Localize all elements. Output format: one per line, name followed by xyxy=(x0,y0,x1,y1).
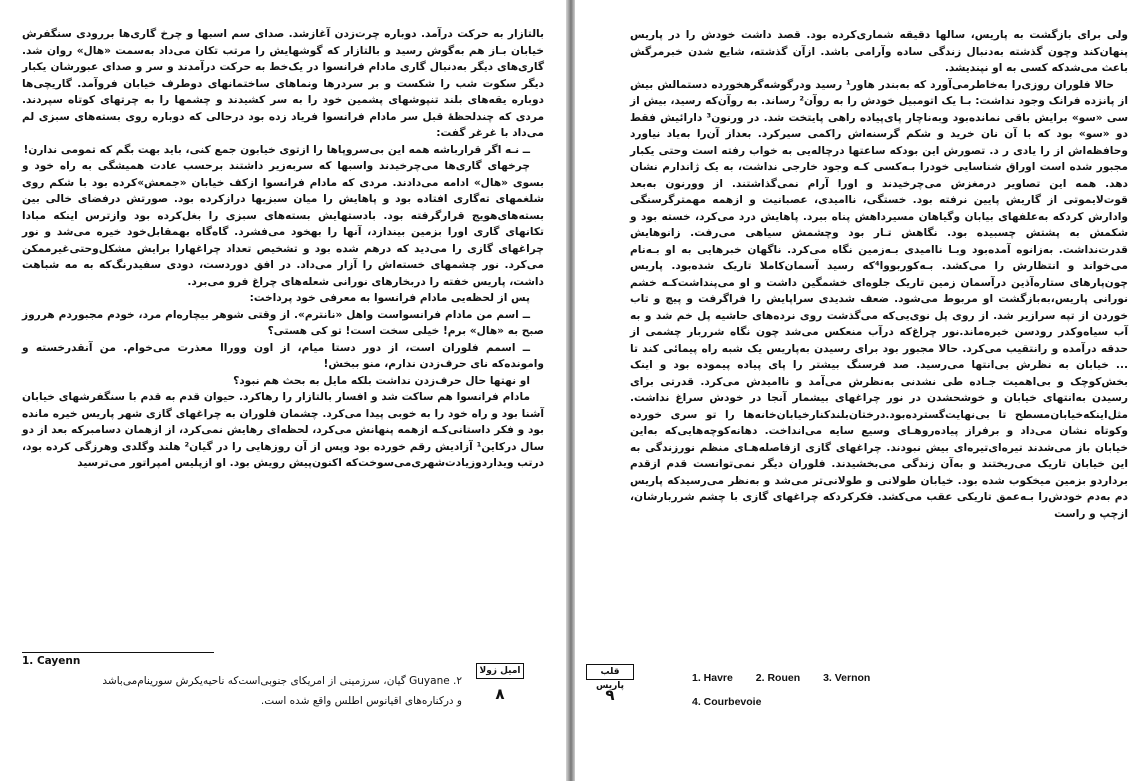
right-page xyxy=(575,0,1141,781)
footnote: 3. Vernon xyxy=(823,672,871,684)
paragraph: چرخهای گاری‌ها می‌چرخیدند واسبها که سربه‌زیر داشتند برحسب عادت همیشگی به راه خود و بسوی «هال» ادامه می‌دادند. مردی که مادام فرانسوا ازکف خیابان «جمعش»کرده بود با شکم روی شلغمهای ته‌گاری افتاده بود و پاهایش را میان سبزیها درازکرده بود. صورتش درفضای خالی بین بسته‌های‌هویج قرارگرفته بود. بادستهایش بسته‌های سبزی را بغل‌کرده بود وازترس اینکه مبادا تکانهای گاری اورا بزمین بیندازد، آنها را بهخود می‌فشرد. گاه‌گاه بهمقابل‌خود خیره می‌شد و نور چراغهای گازی را می‌دید که درهم شده بود و تشخیص تعداد چراغهارا برایش مشکل‌وحتی‌غیرممکن می‌کرد. نور چشمهای خسته‌اش را آزار می‌داد. در افق دوردست، دودی سفیدرنگ‌که به مه شباهت داشت، پاریس خفته را دربخارهای نورانی شعله‌های چراغ فرو می‌برد. xyxy=(22,160,544,288)
right-page-body xyxy=(630,27,1128,522)
page-folio xyxy=(586,664,634,704)
left-page-body xyxy=(22,26,544,472)
book-gutter xyxy=(566,0,575,781)
footnote: 1. Havre xyxy=(692,672,733,684)
page-number: ۹ xyxy=(605,686,615,704)
paragraph: او نهتها حال حرف‌زدن نداشت بلکه مایل به بحث هم نبود؟ xyxy=(233,374,530,387)
footnote-divider xyxy=(22,652,214,653)
left-footnotes xyxy=(22,655,462,715)
left-page xyxy=(0,0,566,781)
paragraph: ولی برای بازگشت به پاریس، سالها دقیقه شماری‌کرده بود. قصد داشت خودش را در پاریس پنهان‌کند وچون گذشته به‌دنبال زندگی ساده وآرامی باشد. ازآن گذشته، شایع شدن خبرمرگش باعث می‌شدکه کسی به او نپندیشد. xyxy=(630,29,1128,74)
paragraph: حالا فلوران روزی‌را به‌خاطرمی‌آورد که به‌بندر هاور¹ رسید ودرگوشه‌گرهخورده دستمالش بیش از پانزده فرانک وجود نداشت: بـا یک اتومبیل خودش را به روآن² رساند. به روآن‌که رسید، بیش از سی «سو» برایش باقی نمانده‌بود وبه‌ناچار پای‌پیاده راهی پایتخت شد. در ورنون³ دارائیش فقط دو «سو» بود که با آن نان خرید و شکم گرسنه‌اش راکمی سیرکرد. بعداز آن‌را به‌یاد نیاورد وحافظه‌اش از را یادی ر د. تصورش این بودکه ساعتها درچاله‌یی به خواب رفته است وحتی یکبار مجبور شده است اوراق شناسایی خودرا بـه‌کسی کـه وجود خارجی نداشت، به یک ژاندارم نشان دهد. همه این تصاویر درمغزش می‌چرخیدند و اورا آرام نمی‌گذاشتند. از وورنون به‌بعد قوت‌لایموتی از گاریش پایین نرفته بود. خستگی، ناامیدی، عصبانیت و ازهمه مهمترگرسنگی وادارش کردکه به‌علفهای بیابان وگیاهان مسیرداهش پناه ببرد. پاهایش درد می‌کرد، خسته‌ بود و شکمش به پشتش چسبیده بود. نگاهش تـار بود وچشمش سیاهی می‌رفت. زانوهایش قدرت‌نداشت. به‌زانوه‌ آمده‌بود وبـا ناامیدی بـه‌زمین نگاه می‌کرد. ناگهان خبرهایی به او بـه‌نام می‌خواند و انتظارش را می‌کشد. بـه‌کوربووا⁴که رسید آسمان‌کاملا تاریک شده‌بود. پاریس چون‌پارهای ستاره‌آذین درآسمان زمین تاریک جلوه‌ای خشمگین داشت و او می‌پنداشت‌کـه خشم نورانی پاریس،به‌بازگشت او مربوط می‌شود. ضعف شدیدی سراپایش را فراگرفت و پیچ و تاب خوردن از تپه سرازیر شد. از روی پل نوی‌یی‌که می‌گذشت روی نرده‌های حاشیه پل خم شد و به آب سیاه‌وکدر رودسن خیره‌ماند.نور چراغ‌که درآب منعکس می‌شد چون نگاه شرربار چشمی از حدقه درآمده و رانتقیب می‌کرد. حالا مجبور بود برای رسیدن به‌پاریس یک شبه راه پیمائی کند تا ... خیابان به نظرش بی‌انتها می‌رسید. صد فرسنگ بیشتر را پای پیاده پیموده بود و اینک بخش‌کوچک و بی‌اهمیت جـاده طی نشدنی به‌نظرش می‌آمد و ناامیدش می‌کرد. قدرتی برای رسیدن به‌انتهای خیابان و خوشحشدن در نور چراغهای بیشمار آنجا در خودش سراغ نداشت. مثل‌اینکه‌خیابان‌مسطح تا بی‌نهایت‌گسترده‌بود.درختان‌بلند‌کنارخیابان‌خانه‌ها را تو سری خورده وکوتاه نشان می‌داد و برفراز پیاده‌روهـای وسیع سایه می‌انداخت. دهانه‌کوچه‌هایی‌که به‌این خیابان باز می‌شدند تیره‌ای‌تیره‌ای بیش نبودند. چراغهای گازی ازفاصله‌هـای منظم نورزندگی به این خیابان تاریک می‌ریختند و به‌آن زندگی می‌بخشیدند. فلوران دیگر نمی‌توانست قدم ازقدم برداردو بزمین میخکوب شده بود. خیابان طولانی و طولانی‌تر می‌شد و به‌نظر می‌رسیدکه پاریس دم‌ به‌دم خودش‌را بـه‌عمق تاریکی عقب می‌کشد. فکرکردکه چراغهای گازی با چشم شرربارشان، ازچپ و راست xyxy=(630,78,1129,520)
paragraph: ــ نـه اگر قرارباشه همه این بی‌سروپاها را ازتوی خیابون جمع کنی، باید بهت بگم که تمومی ندارن! xyxy=(23,143,530,156)
footnote: Guyane .۲ گیان، سرزمینی از امریکای جنوبی‌است‌که ناحیه‌یکرش سورینام‌می‌باشد xyxy=(102,675,462,687)
right-footnotes xyxy=(692,672,992,720)
paragraph: بالتازار به حرکت درآمد. دوباره چرت‌زدن آغازشد. صدای سم اسبها و چرخ گاری‌ها بررودی سنگفرش خیابان بـاز هم به‌گوش رسید و بالتازار که گوشهایش را مرتب تکان می‌داد به‌سمت «هال» روان شد. گاری‌های دیگر به‌دنبال گاری مادام فرانسوا در یک‌خط به حرکت درآمدند و سر و صدای عبورشان یکبار دیگر سکوت شب را شکست و بر سردرها ونماهای ساختمانهای دوطرف خیابان فروآمد. گاریچی‌ها دوباره یقه‌های بلند تنپوشهای پشمین خود را به سر کشیدند و چشمها را به چرتهای کوتاه سپردند. مردی که چندلحظهٔ قبل سر مادام فرانسوا فریاد زده بود درحالی که دوباره روی بسته‌های سبزی لم می‌داد با غرغر گفت: xyxy=(22,28,544,139)
footnote: 1. Cayenn xyxy=(22,655,81,667)
running-head: امیل زولا xyxy=(476,663,524,679)
page-number: ۸ xyxy=(495,685,505,703)
footnote: 4. Courbevoie xyxy=(692,696,762,708)
paragraph: ــ اسمم فلوران است، از دور دستا میام، از اون ووراا معذرت می‌خوام. من آنقدرخسته و وامونده‌که نای حرف‌زدن ندارم، منو ببخش! xyxy=(22,341,544,370)
running-head: قلب پاریس xyxy=(586,664,634,680)
paragraph: ــ اسم من مادام فرانسواست واهل «نانترم». از وقتی شوهر بیچاره‌ام مرد، خودم مجبوردم هرروز صبح به «هال» برم! خیلی سخت است! تو کی هستی؟ xyxy=(22,308,544,337)
paragraph: مادام فرانسوا هم ساکت شد و افسار بالتازار را رهاکرد. حیوان قدم به قدم با سنگفرشهای خیابان آشنا بود و راه خود را به خوبی پیدا می‌کرد. چشمان فلوران به چراغهای گازی شهر پاریس خیره مانده بود و فکر داستانی‌کـه ازهمه پنهانش می‌کرد، لحظه‌ای رهایش نمی‌کرد، از ازهمان دسامبرکه بعد از دو سال درکاین¹ آزادیش رقم خورده بود وپس از آن روزهایی را در گیان² هلند وگلدی وهرزگی کرده بود، درتب ویداردوزیادت‌شهری‌می‌سوخت‌که اکنون‌پیش رویش بود. او ازپلیس امپراتور می‌ترسید xyxy=(22,391,544,469)
page-folio xyxy=(476,663,524,703)
paragraph: پس از لحظه‌یی مادام فرانسوا به معرفی خود پرداخت: xyxy=(249,292,530,304)
footnote: و درکناره‌های اقیانوس اطلس واقع شده است. xyxy=(260,695,462,707)
footnote: 2. Rouen xyxy=(755,672,801,684)
